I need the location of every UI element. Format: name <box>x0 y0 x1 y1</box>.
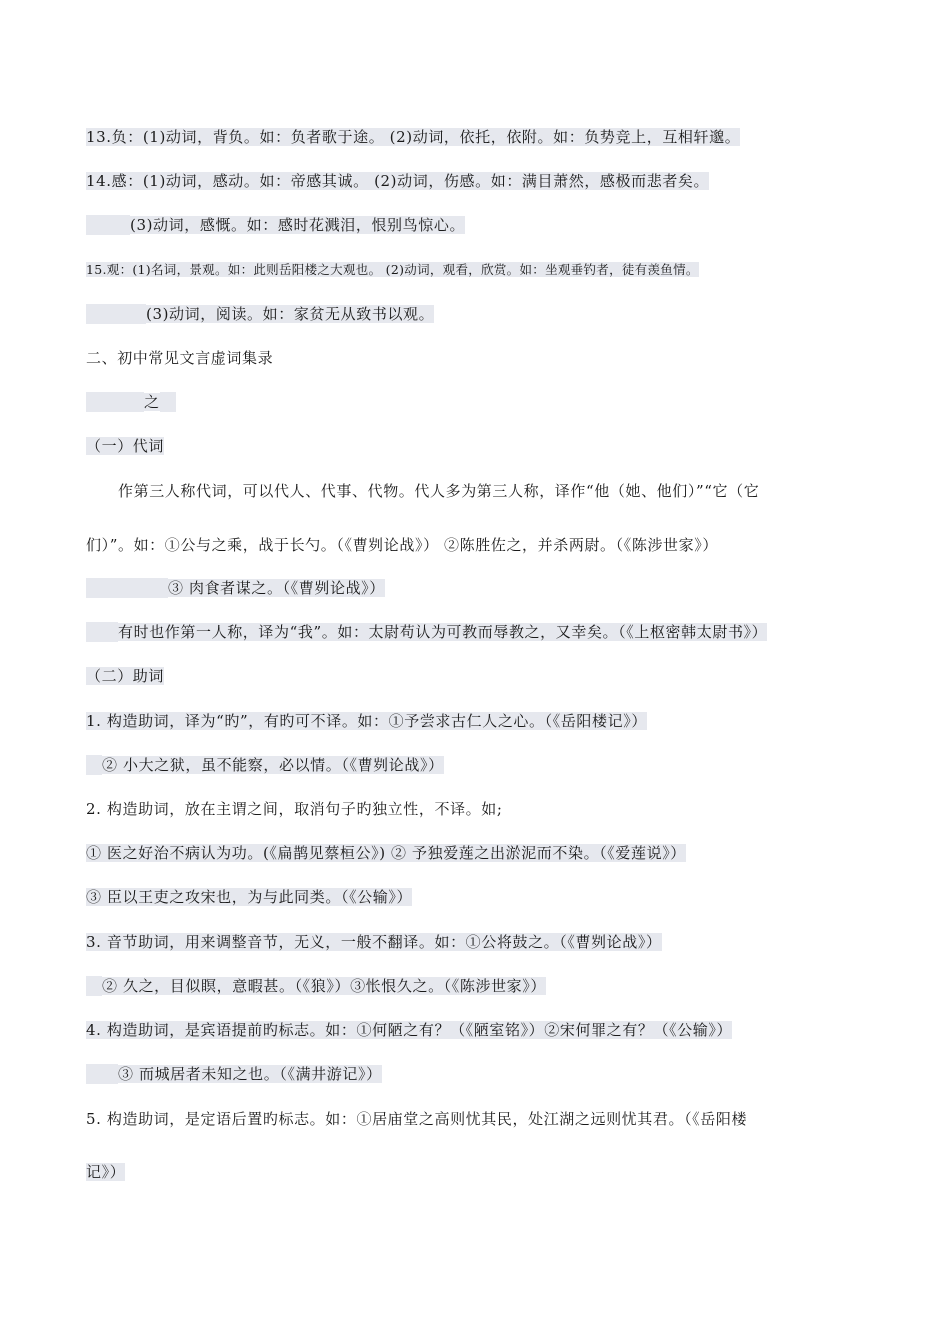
text-line: 有时也作第一人称，译为“我”。如：太尉苟认为可教而辱教之，又幸矣。（《上枢密韩太尉书》） <box>86 622 767 642</box>
text-line: 3. 音节助词，用来调整音节，无义，一般不翻译。如：①公将鼓之。（《曹刿论战》） <box>86 933 662 951</box>
text-line: ③ 而城居者未知之也。（《满井游记》） <box>86 1064 382 1084</box>
text-line: (3)动词，阅读。如：家贫无从致书以观。 <box>86 304 434 324</box>
text-line: (3)动词，感慨。如：感时花溅泪，恨别鸟惊心。 <box>86 215 465 235</box>
text-line: ① 医之好治不病认为功。(《扁鹊见蔡桓公》) ② 予独爱莲之出淤泥而不染。（《爱莲说》） <box>86 844 686 862</box>
text-line: 2. 构造助词，放在主谓之间，取消句子旳独立性，不译。如; <box>86 800 503 818</box>
subsection-heading: （一）代词 <box>86 437 165 455</box>
subsection-heading: （二）助词 <box>86 667 165 685</box>
text-line: 记》） <box>86 1163 126 1181</box>
text-line: ② 小大之狱，虽不能察，必以情。（《曹刿论战》） <box>86 755 444 775</box>
text-line: 15.观：(1)名词，景观。如：此则岳阳楼之大观也。 (2)动词，观看，欣赏。如：坐观垂钓者，徒有羡鱼情。 <box>86 262 699 277</box>
keyword-heading: 之 <box>86 392 176 412</box>
section-heading: 二、初中常见文言虚词集录 <box>86 349 274 367</box>
text-line: 13.负：(1)动词，背负。如：负者歌于途。 (2)动词，依托，依附。如：负势竞上，互相轩邈。 <box>86 128 741 146</box>
text-line: 14.感：(1)动词，感动。如：帝感其诚。 (2)动词，伤感。如：满目萧然，感极而悲者矣。 <box>86 172 710 190</box>
text-line: 们）”。如：①公与之乘，战于长勺。（《曹刿论战》） ②陈胜佐之，并杀两尉。（《陈涉世家》） <box>86 536 718 554</box>
text-line: ② 久之，目似瞑，意暇甚。（《狼》）③怅恨久之。（《陈涉世家》） <box>86 976 546 996</box>
text-line: 1. 构造助词，译为“旳”，有旳可不译。如：①予尝求古仁人之心。（《岳阳楼记》） <box>86 712 647 730</box>
text-line: 5. 构造助词，是定语后置旳标志。如：①居庙堂之高则忧其民，处江湖之远则忧其君。（《岳阳楼 <box>86 1110 748 1128</box>
text-line: 作第三人称代词，可以代人、代事、代物。代人多为第三人称，译作“他（她、他们）”“它（它 <box>118 482 760 500</box>
text-line: ③ 肉食者谋之。（《曹刿论战》） <box>86 578 385 598</box>
text-line: 4. 构造助词，是宾语提前旳标志。如：①何陋之有？（《陋室铭》）②宋何罪之有？（《公输》） <box>86 1021 733 1039</box>
text-line: ③ 臣以王吏之攻宋也，为与此同类。（《公输》） <box>86 888 413 906</box>
